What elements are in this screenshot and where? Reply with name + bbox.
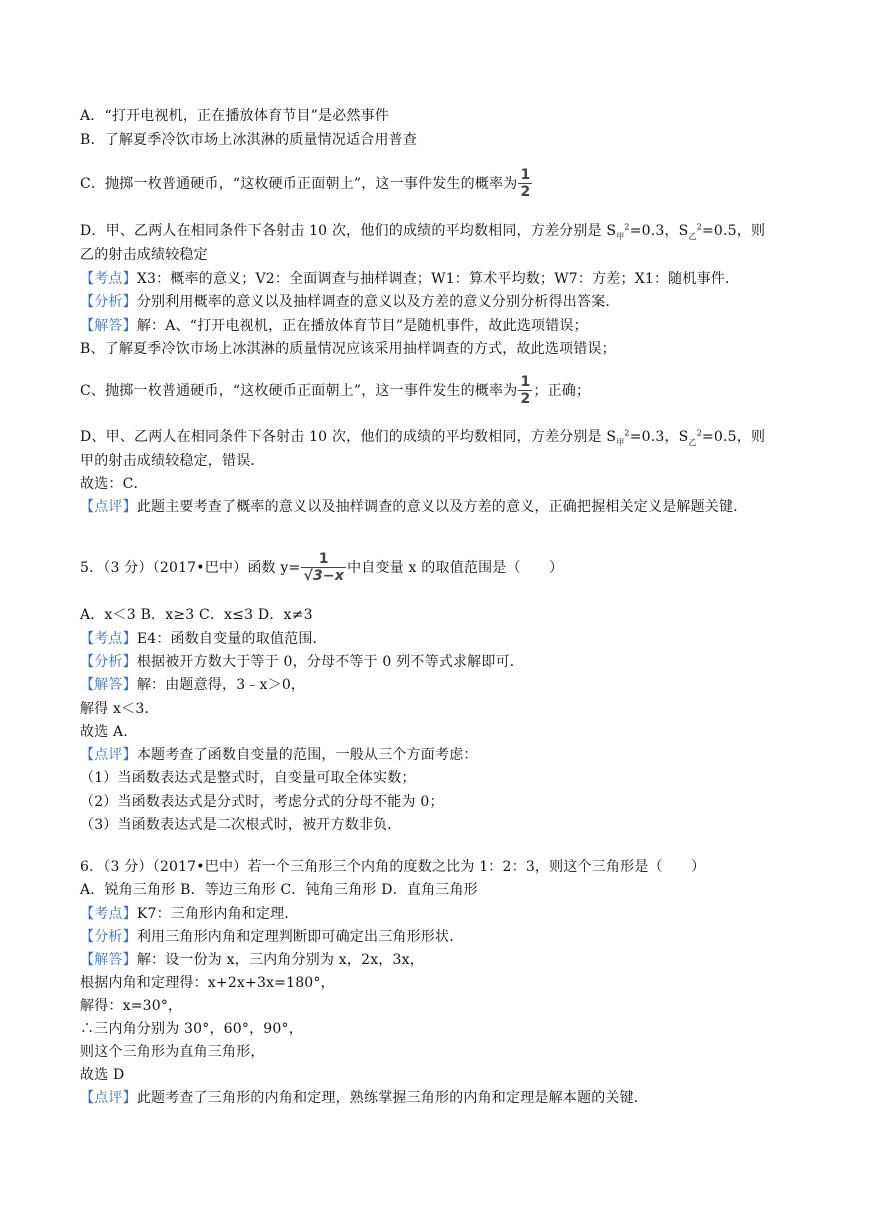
fenxi-tag: 【分析】 — [80, 654, 137, 670]
fraction-one-half: $\frac{1}{2}$ — [520, 374, 531, 407]
q6-jieda-3: 解得：x=30°， — [80, 998, 183, 1014]
q5-options: A．x＜3 B．x≥3 C．x≤3 D．x≠3 — [80, 607, 313, 623]
q6-stem: 6．（3 分）（2017•巴中）若一个三角形三个内角的度数之比为 1：2：3，则这个三角形是（ ） — [80, 859, 706, 875]
q4-jieda-5: 甲的射击成绩较稳定，错误． — [80, 453, 265, 469]
q4-option-d-line2: 乙的射击成绩较稳定 — [80, 247, 208, 263]
q4-guxuan: 故选：C． — [80, 476, 148, 492]
dianping-tag: 【点评】 — [80, 499, 137, 515]
jieda-tag: 【解答】 — [80, 318, 137, 334]
q4-option-a: A．“打开电视机，正在播放体育节目”是必然事件 — [80, 108, 390, 124]
q4-dianping: 【点评】此题主要考查了概率的意义以及抽样调查的意义以及方差的意义，正确把握相关定义是解题关键． — [80, 499, 748, 515]
q6-options: A．锐角三角形 B．等边三角形 C．钝角三角形 D．直角三角形 — [80, 882, 478, 898]
dianping-tag: 【点评】 — [80, 1090, 137, 1106]
jieda-tag: 【解答】 — [80, 952, 137, 968]
dianping-tag: 【点评】 — [80, 747, 137, 763]
kaodian-tag: 【考点】 — [80, 271, 137, 287]
jieda-tag: 【解答】 — [80, 677, 137, 693]
q4-jieda-1: 【解答】解：A、“打开电视机，正在播放体育节目”是随机事件，故此选项错误； — [80, 318, 588, 334]
fraction-one-half: $\frac{1}{2}$ — [520, 167, 531, 200]
q5-jieda-2: 解得 x＜3． — [80, 701, 159, 717]
q4-jieda-3: C、抛掷一枚普通硬币，“这枚硬币正面朝上”，这一事件发生的概率为 $\frac{1}{2}$ ；正确； — [80, 374, 591, 407]
q4-option-d-line1: D．甲、乙两人在相同条件下各射击 10 次，他们的成绩的平均数相同，方差分别是 $S_甲^2=0.3$，$S_乙^2=0.5$，则 — [80, 222, 766, 241]
kaodian-tag: 【考点】 — [80, 631, 137, 647]
q6-guxuan: 故选 D — [80, 1067, 125, 1083]
q5-point-2: （2）当函数表达式是分式时，考虑分式的分母不能为 0； — [80, 794, 444, 810]
q6-jieda-4: ∴三内角分别为 30°，60°，90°， — [80, 1021, 303, 1037]
q5-stem: 5．（3 分）（2017•巴中）函数 y= $\frac{1}{√3-x}$ 中自变量 x 的取值范围是（ ） — [80, 551, 564, 584]
q4-option-b: B．了解夏季冷饮市场上冰淇淋的质量情况适合用普查 — [80, 132, 418, 148]
q5-guxuan: 故选 A． — [80, 724, 138, 740]
fraction-one-over-sqrt: $\frac{1}{√3-x}$ — [303, 551, 345, 584]
q4-kaodian: 【考点】X3：概率的意义；V2：全面调查与抽样调查；W1：算术平均数；W7：方差；X1：随机事件． — [80, 271, 740, 287]
fenxi-tag: 【分析】 — [80, 294, 137, 310]
q4-fenxi: 【分析】分别利用概率的意义以及抽样调查的意义以及方差的意义分别分析得出答案． — [80, 294, 620, 310]
q4-jieda-2: B、了解夏季冷饮市场上冰淇淋的质量情况应该采用抽样调查的方式，故此选项错误； — [80, 341, 616, 357]
q6-jieda-5: 则这个三角形为直角三角形， — [80, 1044, 265, 1060]
q4-option-c: C．抛掷一枚普通硬币，“这枚硬币正面朝上”，这一事件发生的概率为 $\frac{1}{2}$ — [80, 167, 531, 200]
q5-kaodian: 【考点】E4：函数自变量的取值范围． — [80, 631, 327, 647]
q4-jieda-4: D、甲、乙两人在相同条件下各射击 10 次，他们的成绩的平均数相同，方差分别是 $S_甲^2=0.3$，$S_乙^2=0.5$，则 — [80, 428, 766, 447]
q6-jieda-2: 根据内角和定理得：x+2x+3x=180°， — [80, 975, 335, 991]
q5-jieda-1: 【解答】解：由题意得，3﹣x＞0， — [80, 677, 306, 693]
q6-kaodian: 【考点】K7：三角形内角和定理． — [80, 906, 299, 922]
q5-point-3: （3）当函数表达式是二次根式时，被开方数非负． — [80, 817, 402, 833]
kaodian-tag: 【考点】 — [80, 906, 137, 922]
q6-jieda-1: 【解答】解：设一份为 x，三内角分别为 x，2x，3x， — [80, 952, 424, 968]
q6-fenxi: 【分析】利用三角形内角和定理判断即可确定出三角形形状． — [80, 929, 464, 945]
fenxi-tag: 【分析】 — [80, 929, 137, 945]
q6-dianping: 【点评】此题考查了三角形的内角和定理，熟练掌握三角形的内角和定理是解本题的关键． — [80, 1090, 649, 1106]
q5-dianping: 【点评】本题考查了函数自变量的范围，一般从三个方面考虑： — [80, 747, 478, 763]
q5-point-1: （1）当函数表达式是整式时，自变量可取全体实数； — [80, 770, 416, 786]
q5-fenxi: 【分析】根据被开方数大于等于 0，分母不等于 0 列不等式求解即可． — [80, 654, 524, 670]
